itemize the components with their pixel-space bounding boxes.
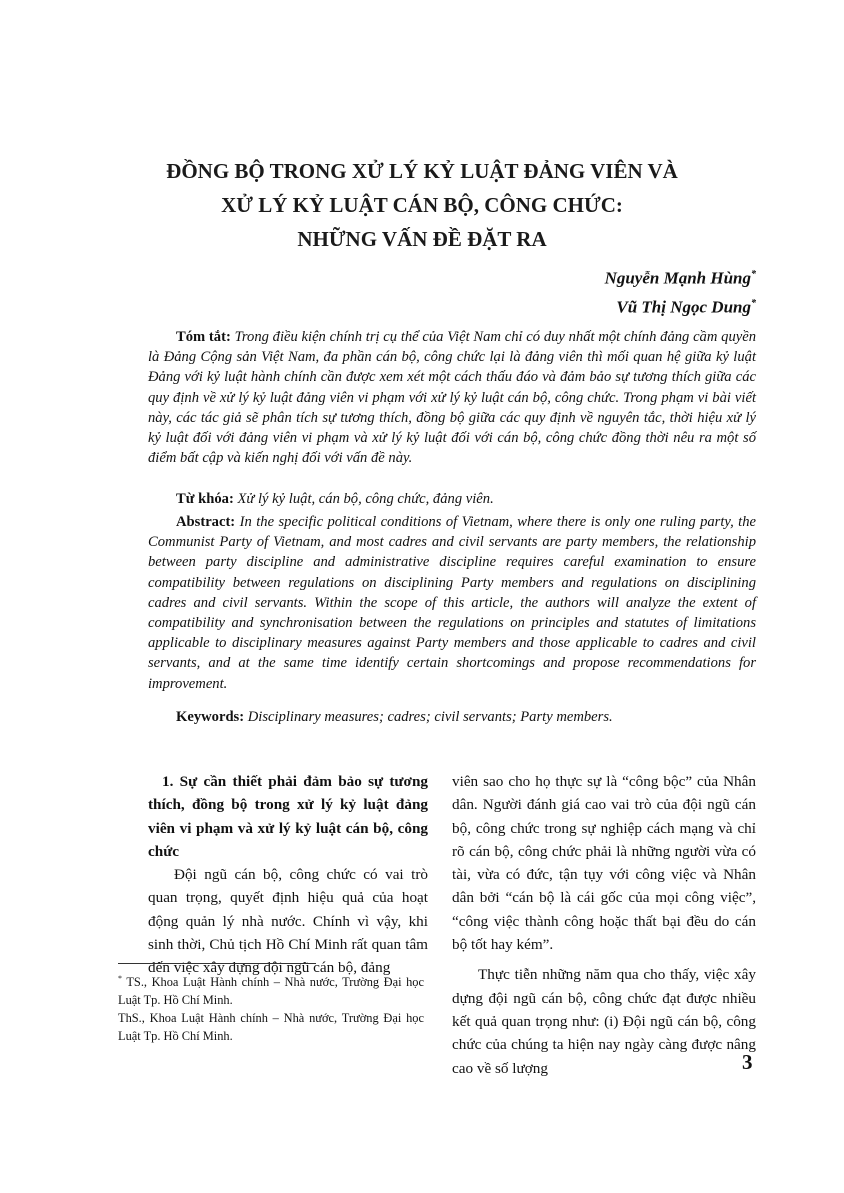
keywords-vi	[148, 489, 756, 509]
footnote-divider	[118, 963, 316, 964]
title-line-3: NHỮNG VẤN ĐỀ ĐẶT RA	[297, 227, 547, 251]
title-line-2: XỬ LÝ KỶ LUẬT CÁN BỘ, CÔNG CHỨC:	[221, 193, 623, 217]
keywords-vi-text: Xử lý kỷ luật, cán bộ, công chức, đảng viên.	[237, 491, 494, 507]
author-2-mark: *	[751, 297, 756, 309]
abstract-text: In the specific political conditions of Vietnam, where there is only one ruling party, the Communist Party of Vietnam, and most cadres and civil servants are party members, the relationship between party discipline and administrative discipline requires careful examination to ensure compatibility between regulations on disciplining Party members and regulations on disciplining cadres and civil servants. Within the scope of this article, the authors will analyze the extent of compatibility and synchronisation between the regulations on principles and statutes of limitations applicable to disciplinary measures against Party members and those applicable to cadres and civil servants, and at the same time identify certain shortcomings and propose recommendations for improvement.	[148, 514, 756, 692]
footnotes	[118, 970, 424, 1045]
footnote-2-text: ThS., Khoa Luật Hành chính – Nhà nước, Trường Đại học Luật Tp. Hồ Chí Minh.	[118, 1011, 424, 1044]
body-left-column	[148, 770, 428, 980]
footnote-2	[118, 1009, 424, 1045]
summary-text: Trong điều kiện chính trị cụ thể của Việt Nam chỉ có duy nhất một chính đảng cầm quyền là Đảng Cộng sản Việt Nam, đa phần cán bộ, công chức lại là đảng viên thì mối quan hệ giữa kỷ luật Đảng với kỷ luật hành chính cần được xem xét một cách thấu đáo và đảm bảo sự tương thích giữa các quy định về xử lý kỷ luật đảng viên vi phạm với xử lý kỷ luật cán bộ, công chức. Trong phạm vi bài viết này, các tác giả sẽ phân tích sự tương thích, đồng bộ giữa các quy định về nguyên tắc, thời hiệu xử lý kỷ luật đối với đảng viên vi phạm và xử lý kỷ luật đối với cán bộ, công chức đồng thời nêu ra một số điểm bất cập và kiến nghị đối với vấn đề này.	[148, 329, 756, 467]
page-number: 3	[742, 1050, 753, 1074]
footnote-1-mark: *	[118, 974, 122, 983]
section-heading: 1. Sự cần thiết phải đảm bảo sự tương thích, đồng bộ trong xử lý kỷ luật đảng viên vi phạm và xử lý kỷ luật cán bộ, công chức	[148, 773, 428, 860]
author-1: Nguyễn Mạnh Hùng*	[604, 268, 756, 288]
body-right-column	[452, 770, 756, 1080]
author-1-mark: *	[751, 269, 756, 280]
body-paragraph-right-1: viên sao cho họ thực sự là “công bộc” của Nhân dân. Người đánh giá cao vai trò của đội ngũ cán bộ, công chức trong sự nghiệp cách mạng và chỉ rõ cán bộ, công chức phải là những người vừa có tài, vừa có đức, tận tụy với công việc và Nhân dân bởi “cán bộ là cái gốc của mọi công việc”, “công việc thành công hoặc thất bại đều do cán bộ tốt hay kém”.	[452, 773, 756, 954]
summary-vi	[148, 327, 756, 468]
keywords-vi-label: Từ khóa:	[176, 491, 234, 507]
keywords-en-text: Disciplinary measures; cadres; civil servants; Party members.	[247, 709, 613, 725]
body-paragraph-right-2: Thực tiễn những năm qua cho thấy, việc xây dựng đội ngũ cán bộ, công chức đạt được nhiều kết quả quan trọng như: (i) Đội ngũ cán bộ, công chức của chúng ta hiện nay ngày càng được nâng cao về số lượng	[452, 966, 756, 1077]
abstract-label: Abstract:	[176, 514, 236, 530]
author-2: Vũ Thị Ngọc Dung*	[616, 297, 756, 317]
body-paragraph-left: Đội ngũ cán bộ, công chức có vai trò quan trọng, quyết định hiệu quả của hoạt động quản lý nhà nước. Chính vì vậy, khi sinh thời, Chủ tịch Hồ Chí Minh rất quan tâm đến việc xây dựng đội ngũ cán bộ, đảng	[148, 866, 428, 977]
article-title	[90, 154, 754, 256]
keywords-en-label: Keywords:	[176, 709, 245, 725]
footnote-1-text: TS., Khoa Luật Hành chính – Nhà nước, Trường Đại học Luật Tp. Hồ Chí Minh.	[118, 975, 425, 1008]
abstract-en	[148, 512, 756, 694]
title-line-1: ĐỒNG BỘ TRONG XỬ LÝ KỶ LUẬT ĐẢNG VIÊN VÀ	[166, 159, 678, 183]
summary-label: Tóm tắt:	[176, 329, 231, 345]
footnote-1	[118, 970, 424, 1009]
keywords-en	[148, 707, 756, 727]
author-block	[605, 262, 756, 319]
